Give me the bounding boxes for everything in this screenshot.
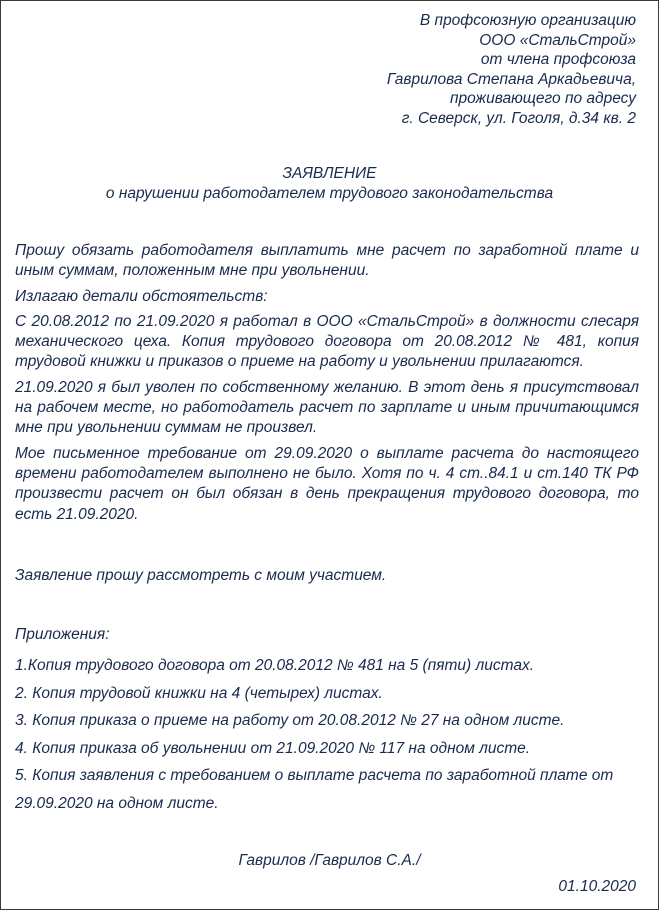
document-body [15, 241, 639, 525]
addressee-line: В профсоюзную организацию [419, 12, 636, 29]
request-paragraph: Прошу обязать работодателя выплатить мне расчет по заработной плате и иным суммам, положенным мне при увольнении. [15, 242, 639, 280]
document-date: 01.10.2020 [558, 878, 636, 895]
consideration-request: Заявление прошу рассмотреть с моим участием. [15, 567, 387, 584]
dismissal-paragraph: 21.09.2020 я был уволен по собственному желанию. В этот день я присутствовал на рабочем месте, но работодатель расчет по зарплате и иным причитающимся мне при увольнении суммам не произвел. [15, 378, 639, 437]
appendix-item: 4. Копия приказа об увольнении от 21.09.2020 № 117 на одном листе. [15, 739, 531, 757]
appendix-title: Приложения: [15, 626, 110, 643]
details-intro: Излагаю детали обстоятельств: [15, 287, 268, 305]
title-subheading: о нарушении работодателем трудового законодательства [105, 185, 554, 202]
title-heading: ЗАЯВЛЕНИЕ [282, 165, 377, 182]
employment-paragraph: С 20.08.2012 по 21.09.2020 я работал в ООО «СтальСтрой» в должности слесаря механического цеха. Копия трудового договора от 20.08.2012 № 481, копия трудовой книжки и приказов о приеме на работу и увольнении прилагаются. [15, 312, 639, 371]
addressee-line: г. Северск, ул. Гоголя, д.34 кв. 2 [401, 109, 636, 127]
signature: Гаврилов /Гаврилов С.А./ [238, 852, 421, 869]
appendix-item: 5. Копия заявления с требованием о выплате расчета по заработной плате от [15, 767, 614, 784]
addressee-line: проживающего по адресу [450, 90, 636, 107]
appendix-item: 2. Копия трудовой книжки на 4 (четырех) листах. [15, 684, 383, 702]
addressee-line: ООО «СтальСтрой» [479, 31, 636, 49]
addressee-block [387, 11, 636, 128]
demand-paragraph: Мое письменное требование от 29.09.2020 о выплате расчета до настоящего времени работодателем выполнено не было. Хотя по ч. 4 ст..84.1 и ст.140 ТК РФ произвести расчет он был обязан в день прекращения трудового договора, то есть 21.09.2020. [15, 444, 639, 523]
appendix-list [15, 652, 645, 817]
document-title [1, 164, 658, 204]
appendix-item: 3. Копия приказа о приеме на работу от 20.08.2012 № 27 на одном листе. [15, 712, 565, 729]
appendix-item: 1.Копия трудового договора от 20.08.2012 № 481 на 5 (пяти) листах. [15, 657, 535, 674]
appendix-item: 29.09.2020 на одном листе. [15, 794, 219, 812]
addressee-line: Гаврилова Степана Аркадьевича, [386, 70, 636, 88]
addressee-line: от члена профсоюза [480, 51, 636, 68]
